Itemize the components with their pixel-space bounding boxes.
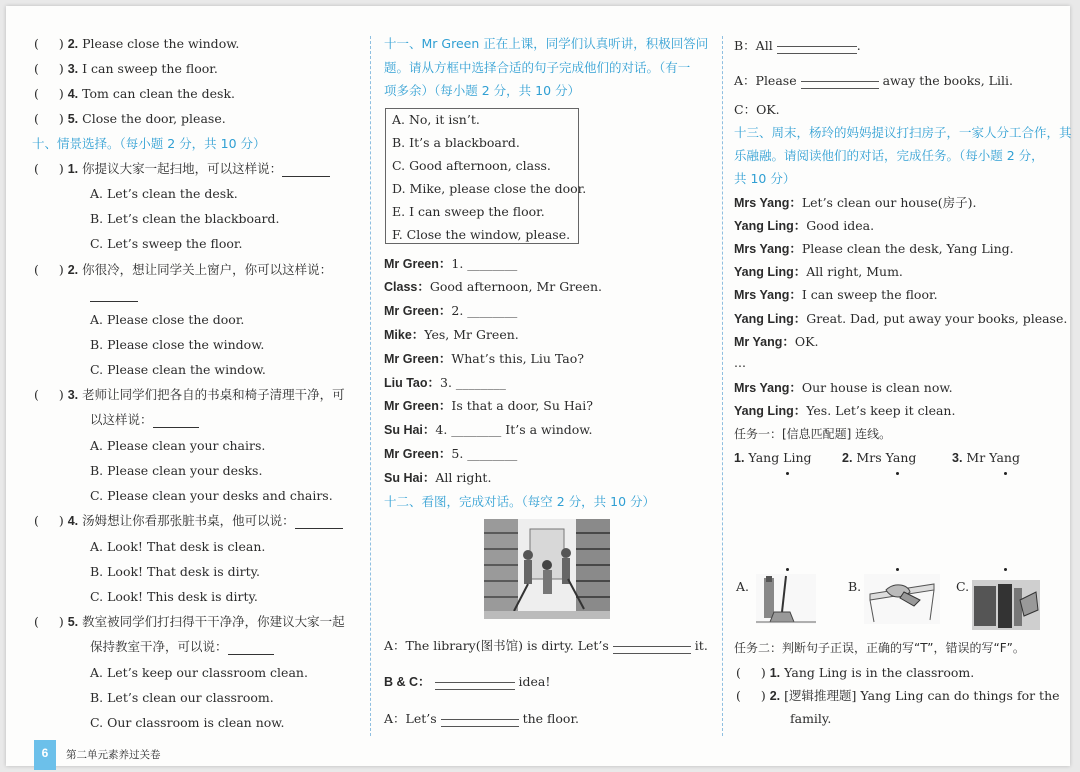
family-dialogue-5: Mrs Yang：I can sweep the floor. <box>734 287 938 302</box>
q5-line2: 保持教室干净，可以说： <box>90 639 274 655</box>
dialogue-line-3: Mr Green：2. ________ <box>384 303 518 318</box>
tf-2: ( ) 2. [逻辑推理题] Yang Ling can do things for the <box>736 688 1060 703</box>
books-picture <box>972 580 1040 630</box>
c-ok-line: C：OK. <box>734 102 780 117</box>
match-pic-label-a: A. <box>736 579 750 594</box>
broom-icon <box>756 574 816 624</box>
dialogue-line-9: Mr Green：5. ________ <box>384 446 518 461</box>
match-dot-bottom-c[interactable] <box>1004 568 1007 571</box>
answer-blank-stack[interactable] <box>613 640 691 654</box>
box-option-a: A. No, it isn’t. <box>392 112 480 127</box>
section-11-heading-line3: 项多余）（每小题 2 分，共 10 分） <box>384 83 581 98</box>
q1-option-c: C. Let’s sweep the floor. <box>90 236 243 251</box>
picture-dialogue-a: A：The library(图书馆) is dirty. Let’s it. <box>384 638 708 653</box>
section-13-heading-line2: 乐融融。请阅读他们的对话，完成任务。（每小题 2 分， <box>734 148 1044 163</box>
answer-blank[interactable] <box>153 427 199 428</box>
family-dialogue-3: Mrs Yang：Please clean the desk, Yang Ling. <box>734 241 1014 256</box>
answer-blank-stack[interactable] <box>441 713 519 727</box>
footer-title: 第二单元素养过关卷 <box>66 749 161 761</box>
answer-blank[interactable] <box>295 528 343 529</box>
section-10-heading: 十、情景选择。（每小题 2 分，共 10 分） <box>32 136 266 151</box>
item-4: ( ) 4. Tom can clean the desk. <box>34 86 236 101</box>
options-box <box>385 108 579 244</box>
desk-cleaning-picture <box>864 574 940 624</box>
section-12-heading: 十二、看图，完成对话。（每空 2 分，共 10 分） <box>384 494 656 509</box>
q5: ( ) 5. 教室被同学们打扫得干干净净，你建议大家一起 <box>34 614 345 629</box>
left-column <box>6 6 366 766</box>
family-dialogue-1: Mrs Yang：Let’s clean our house(房子). <box>734 195 977 210</box>
box-option-d: D. Mike, please close the door. <box>392 181 587 196</box>
middle-column <box>378 6 718 766</box>
dialogue-line-10: Su Hai：All right. <box>384 470 492 485</box>
answer-blank-stack[interactable] <box>777 40 857 54</box>
q2-option-c: C. Please clean the window. <box>90 362 266 377</box>
dialogue-line-1: Mr Green：1. ________ <box>384 256 518 271</box>
q4-option-a: A. Look! That desk is clean. <box>90 539 266 554</box>
ellipsis: ... <box>734 355 746 370</box>
library-illustration-icon <box>484 519 610 619</box>
match-dot-top-1[interactable] <box>786 472 789 475</box>
match-name-1: 1. Yang Ling <box>734 450 812 465</box>
match-dot-top-3[interactable] <box>1004 472 1007 475</box>
match-dot-top-2[interactable] <box>896 472 899 475</box>
answer-blank[interactable] <box>228 654 274 655</box>
box-option-b: B. It’s a blackboard. <box>392 135 520 150</box>
section-13-heading-line1: 十三、周末，杨玲的妈妈提议打扫房子，一家人分工合作，其 <box>734 125 1072 140</box>
q4-option-c: C. Look! This desk is dirty. <box>90 589 258 604</box>
bookshelf-icon <box>972 580 1040 630</box>
family-dialogue-6: Yang Ling：Great. Dad, put away your books, please. <box>734 311 1068 326</box>
item-2: ( ) 2. Please close the window. <box>34 36 240 51</box>
dialogue-line-6: Liu Tao：3. ________ <box>384 375 506 390</box>
sweeping-picture <box>756 574 816 624</box>
q2-blank[interactable] <box>90 286 138 302</box>
match-pic-label-c: C. <box>956 579 970 594</box>
page-number: 6 <box>34 740 56 770</box>
column-divider <box>722 36 723 736</box>
exam-page <box>6 6 1070 766</box>
q3-option-b: B. Please clean your desks. <box>90 463 263 478</box>
picture-dialogue-bc: B & C： idea! <box>384 674 551 689</box>
column-divider <box>370 36 371 736</box>
library-cleaning-picture <box>484 519 610 619</box>
dialogue-line-7: Mr Green：Is that a door, Su Hai? <box>384 398 593 413</box>
q5-option-c: C. Our classroom is clean now. <box>90 715 285 730</box>
item-3: ( ) 3. I can sweep the floor. <box>34 61 218 76</box>
family-dialogue-8: Mrs Yang：Our house is clean now. <box>734 380 953 395</box>
family-dialogue-7: Mr Yang：OK. <box>734 334 819 349</box>
right-column <box>730 6 1072 766</box>
section-11-heading-line1: 十一、Mr Green 正在上课，同学们认真听讲，积极回答问 <box>384 36 709 51</box>
cloth-wiping-icon <box>864 574 940 624</box>
match-pic-label-b: B. <box>848 579 862 594</box>
dialogue-line-5: Mr Green：What’s this, Liu Tao? <box>384 351 584 366</box>
q5-option-a: A. Let’s keep our classroom clean. <box>90 665 308 680</box>
answer-blank[interactable] <box>282 176 330 177</box>
q5-option-b: B. Let’s clean our classroom. <box>90 690 274 705</box>
tf-2-line2: family. <box>790 711 832 726</box>
family-dialogue-9: Yang Ling：Yes. Let’s keep it clean. <box>734 403 956 418</box>
answer-blank-stack[interactable] <box>435 676 515 690</box>
q3: ( ) 3. 老师让同学们把各自的书桌和椅子清理干净，可 <box>34 387 345 402</box>
q3-option-c: C. Please clean your desks and chairs. <box>90 488 333 503</box>
dialogue-line-2: Class：Good afternoon, Mr Green. <box>384 279 602 294</box>
a-please-line: A：Please away the books, Lili. <box>734 73 1013 88</box>
box-option-e: E. I can sweep the floor. <box>392 204 545 219</box>
section-13-heading-line3: 共 10 分） <box>734 171 796 186</box>
b-all-line: B：All . <box>734 38 861 53</box>
item-5: ( ) 5. Close the door, please. <box>34 111 226 126</box>
match-dot-bottom-a[interactable] <box>786 568 789 571</box>
q4-option-b: B. Look! That desk is dirty. <box>90 564 261 579</box>
q1: ( ) 1. 你提议大家一起扫地，可以这样说： <box>34 161 330 177</box>
q3-option-a: A. Please clean your chairs. <box>90 438 266 453</box>
section-11-heading-line2: 题。请从方框中选择合适的句子完成他们的对话。（有一 <box>384 60 691 75</box>
q2: ( ) 2. 你很冷，想让同学关上窗户，你可以这样说： <box>34 262 333 277</box>
q2-option-a: A. Please close the door. <box>90 312 245 327</box>
dialogue-line-8: Su Hai：4. ________ It’s a window. <box>384 422 593 437</box>
q3-line2: 以这样说： <box>90 412 199 428</box>
family-dialogue-2: Yang Ling：Good idea. <box>734 218 875 233</box>
task-2-label: 任务二：判断句子正误，正确的写“T”，错误的写“F”。 <box>734 641 1025 655</box>
box-option-c: C. Good afternoon, class. <box>392 158 551 173</box>
dialogue-line-4: Mike：Yes, Mr Green. <box>384 327 519 342</box>
match-name-3: 3. Mr Yang <box>952 450 1020 465</box>
task-1-label: 任务一：[信息匹配题] 连线。 <box>734 427 892 441</box>
q1-option-b: B. Let’s clean the blackboard. <box>90 211 280 226</box>
answer-blank-stack[interactable] <box>801 75 879 89</box>
family-dialogue-4: Yang Ling：All right, Mum. <box>734 264 903 279</box>
q4: ( ) 4. 汤姆想让你看那张脏书桌，他可以说： <box>34 513 343 529</box>
match-name-2: 2. Mrs Yang <box>842 450 917 465</box>
q1-option-a: A. Let’s clean the desk. <box>90 186 238 201</box>
match-dot-bottom-b[interactable] <box>896 568 899 571</box>
picture-dialogue-a2: A：Let’s the floor. <box>384 711 580 726</box>
box-option-f: F. Close the window, please. <box>392 227 571 242</box>
tf-1: ( ) 1. Yang Ling is in the classroom. <box>736 665 975 680</box>
q2-option-b: B. Please close the window. <box>90 337 265 352</box>
